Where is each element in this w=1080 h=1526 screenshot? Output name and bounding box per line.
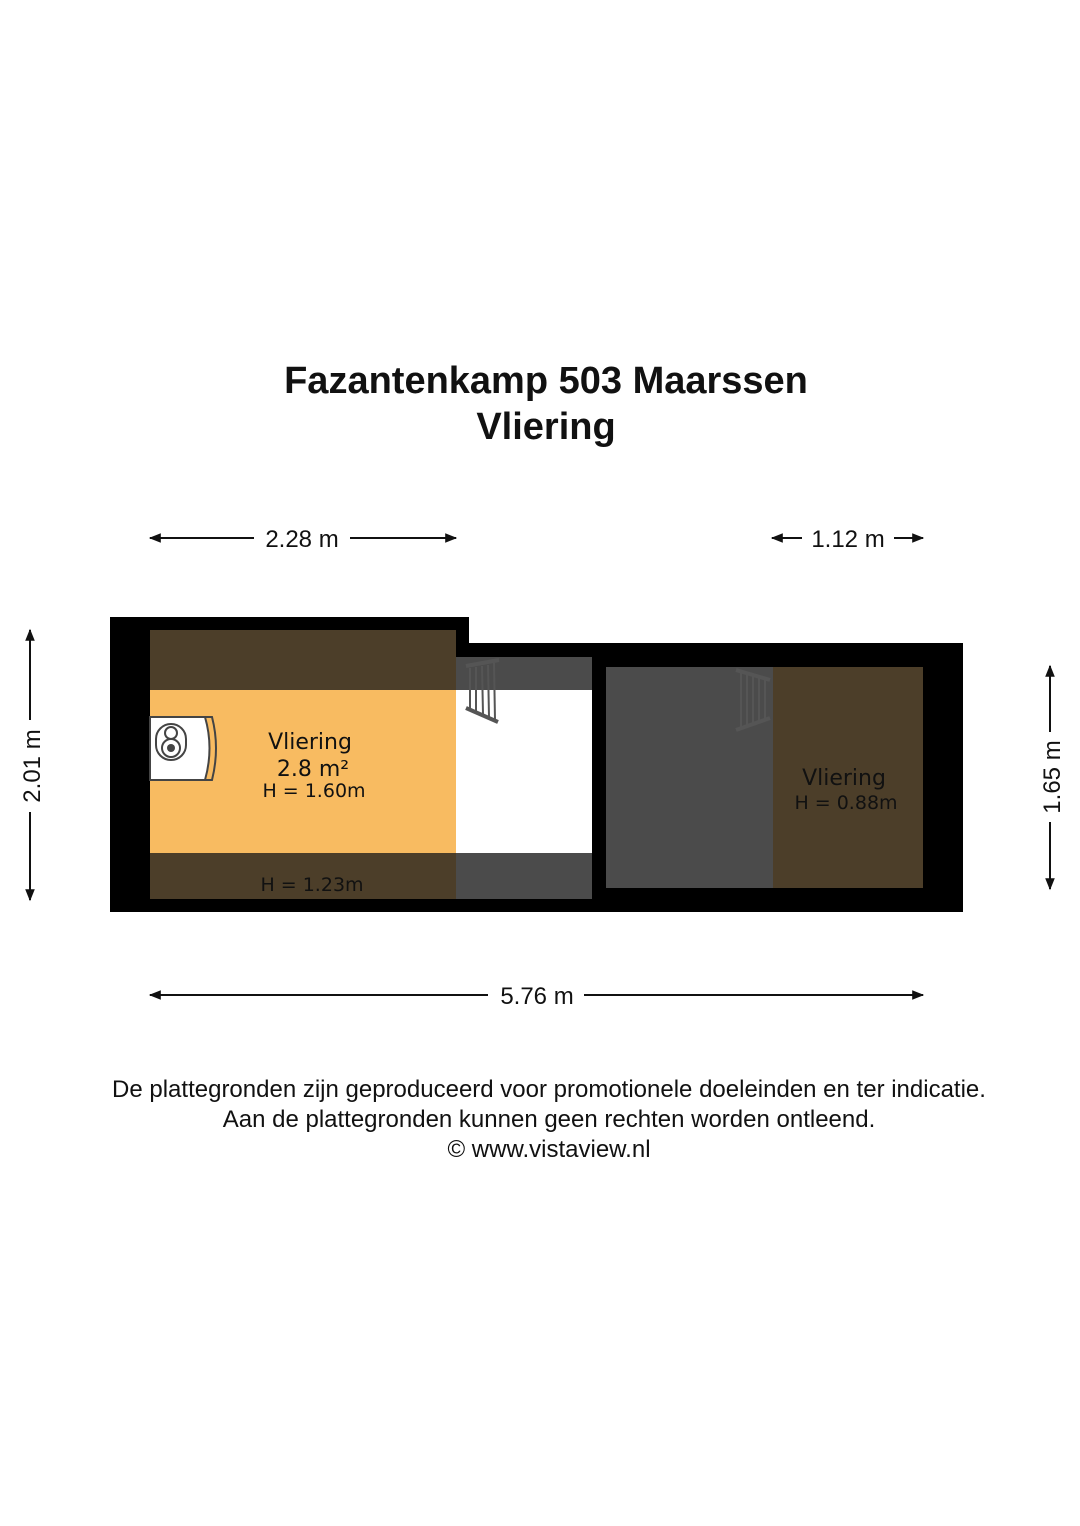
left-room-height: H = 1.60m — [262, 780, 366, 802]
dimension-bottom — [150, 983, 923, 1010]
dimension-top-left — [150, 526, 456, 553]
left-room-area: 2.8 m² — [276, 757, 350, 782]
left-room-low-height: H = 1.23m — [260, 874, 364, 896]
ladder-icon — [736, 670, 770, 730]
boiler-icon — [150, 717, 216, 780]
disclaimer-line-2: Aan de plattegronden kunnen geen rechten worden ontleend. — [222, 1106, 876, 1133]
dimension-top-right — [772, 526, 923, 553]
plan-title: Fazantenkamp 503 Maarssen — [284, 360, 808, 402]
stair-area-bottom — [456, 853, 592, 899]
left-room-name: Vliering — [268, 730, 352, 755]
right-room-name: Vliering — [802, 766, 886, 791]
dimension-left — [19, 630, 46, 900]
disclaimer-line-1: De plattegronden zijn geproduceerd voor promotionele doeleinden en ter indicatie. — [112, 1076, 986, 1103]
right-room-height: H = 0.88m — [794, 792, 898, 814]
dimension-right-label: 1.65 m — [1039, 740, 1066, 814]
dimension-left-label: 2.01 m — [19, 729, 46, 803]
dimension-bottom-label: 5.76 m — [500, 983, 574, 1010]
plan-subtitle: Vliering — [476, 406, 616, 448]
copyright-line: © www.vistaview.nl — [447, 1136, 651, 1163]
left-room-low-top — [150, 630, 456, 690]
dimension-right — [1039, 666, 1066, 889]
dimension-top-left-label: 2.28 m — [265, 526, 339, 553]
dimension-top-right-label: 1.12 m — [811, 526, 885, 553]
